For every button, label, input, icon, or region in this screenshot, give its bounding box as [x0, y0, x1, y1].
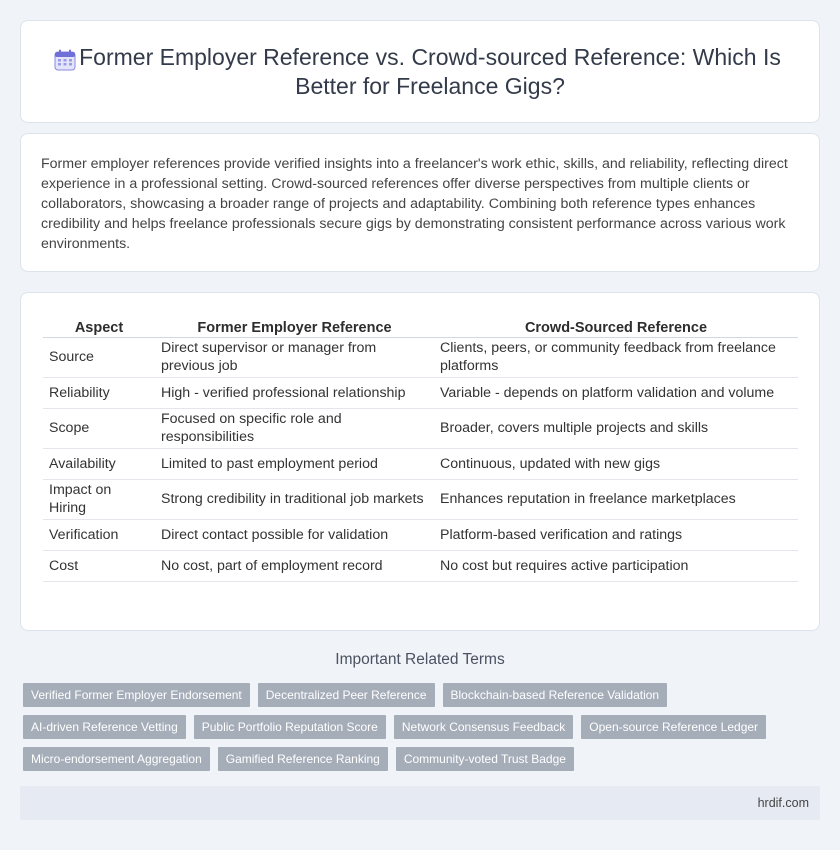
- table-cell: Availability: [43, 448, 155, 479]
- table-cell: Variable - depends on platform validation and volume: [434, 377, 798, 408]
- related-terms-heading: Important Related Terms: [335, 651, 505, 668]
- table-cell: High - verified professional relationship: [155, 377, 434, 408]
- tag-row: [23, 683, 803, 707]
- table-cell: Scope: [43, 408, 155, 448]
- related-term-tag[interactable]: Open-source Reference Ledger: [581, 715, 766, 739]
- table-cell: Cost: [43, 550, 155, 581]
- table-cell: No cost but requires active participation: [434, 550, 798, 581]
- related-term-tag[interactable]: Gamified Reference Ranking: [218, 747, 388, 771]
- related-term-tag[interactable]: Verified Former Employer Endorsement: [23, 683, 250, 707]
- table-row: [43, 479, 798, 519]
- table-cell: Source: [43, 337, 155, 377]
- table-row: [43, 337, 798, 377]
- related-term-tag[interactable]: Community-voted Trust Badge: [396, 747, 574, 771]
- footer: [20, 786, 820, 820]
- table-row: [43, 519, 798, 550]
- table-row: [43, 408, 798, 448]
- intro-paragraph: Former employer references provide verified insights into a freelancer's work ethic, skills, and reliability, reflecting direct experience in a professional setting. Crowd-sourced references offer diverse perspectives from multiple clients or collaborators, showcasing a broader range of projects and adaptability. Combining both reference types enhances credibility and helps freelance professionals secure gigs by demonstrating consistent performance across various work environments.: [41, 156, 788, 252]
- related-term-tag[interactable]: AI-driven Reference Vetting: [23, 715, 186, 739]
- related-term-tag[interactable]: Network Consensus Feedback: [394, 715, 573, 739]
- table-cell: Direct supervisor or manager from previous job: [155, 337, 434, 377]
- table-cell: Platform-based verification and ratings: [434, 519, 798, 550]
- table-cell: Limited to past employment period: [155, 448, 434, 479]
- tag-row: [23, 715, 803, 739]
- page-title: Former Employer Reference vs. Crowd-sourced Reference: Which Is Better for Freelance Gigs?: [79, 43, 781, 99]
- table-cell: Continuous, updated with new gigs: [434, 448, 798, 479]
- table-cell: Broader, covers multiple projects and skills: [434, 408, 798, 448]
- table-cell: No cost, part of employment record: [155, 550, 434, 581]
- table-row: [43, 448, 798, 479]
- table-cell: Verification: [43, 519, 155, 550]
- related-term-tag[interactable]: Public Portfolio Reputation Score: [194, 715, 386, 739]
- column-header-aspect: Aspect: [43, 315, 155, 337]
- related-terms-list: [23, 683, 803, 779]
- related-term-tag[interactable]: Decentralized Peer Reference: [258, 683, 435, 707]
- table-cell: Focused on specific role and responsibilities: [155, 408, 434, 448]
- footer-site-link[interactable]: hrdif.com: [757, 796, 809, 810]
- table-header-row: [43, 315, 798, 337]
- table-cell: Enhances reputation in freelance marketplaces: [434, 479, 798, 519]
- table-cell: Direct contact possible for validation: [155, 519, 434, 550]
- table-cell: Strong credibility in traditional job markets: [155, 479, 434, 519]
- related-term-tag[interactable]: Blockchain-based Reference Validation: [443, 683, 668, 707]
- tag-row: [23, 747, 803, 771]
- comparison-table-card: [20, 292, 820, 631]
- table-cell: Clients, peers, or community feedback from freelance platforms: [434, 337, 798, 377]
- comparison-table: [43, 315, 798, 582]
- intro-card: [20, 133, 820, 272]
- table-cell: Reliability: [43, 377, 155, 408]
- column-header-crowd-sourced: Crowd-Sourced Reference: [434, 315, 798, 337]
- table-cell: Impact on Hiring: [43, 479, 155, 519]
- column-header-former-employer: Former Employer Reference: [155, 315, 434, 337]
- table-row: [43, 377, 798, 408]
- related-term-tag[interactable]: Micro-endorsement Aggregation: [23, 747, 210, 771]
- table-row: [43, 550, 798, 581]
- title-card: [20, 20, 820, 123]
